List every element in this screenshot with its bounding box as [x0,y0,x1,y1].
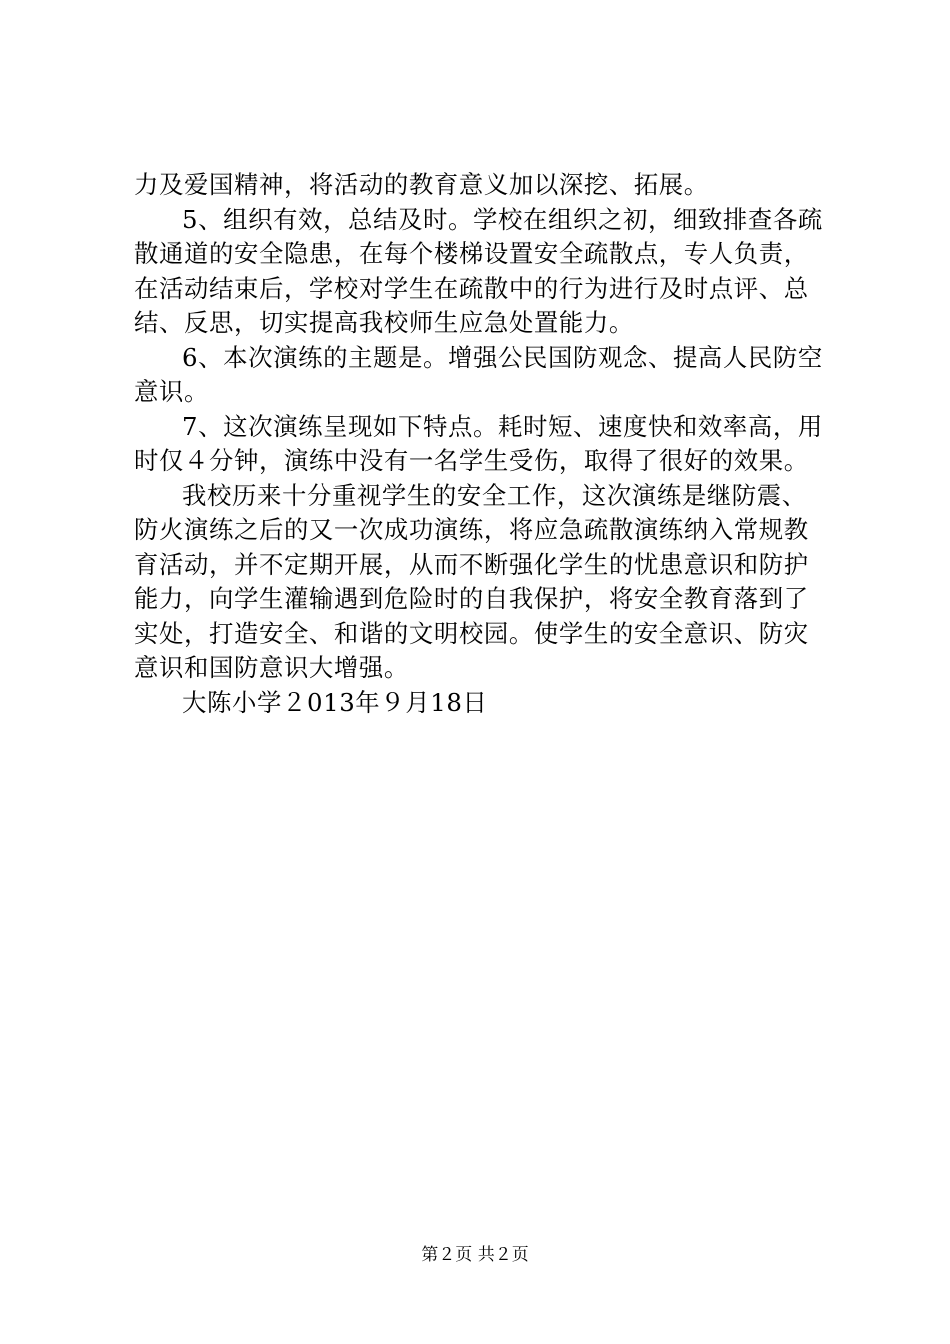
text-line: 在活动结束后，学校对学生在疏散中的行为进行及时点评、总 [134,273,809,303]
text-line: 防火演练之后的又一次成功演练，将应急疏散演练纳入常规教 [134,515,809,544]
summary-paragraph-line-1: 我校历来十分重视学生的安全工作，这次演练是继防震、 [182,480,807,510]
paragraph-5-line-1: 5、组织有效，总结及时。学校在组织之初，细致排查各疏 [182,204,823,234]
page-footer: 第２页 共２页 [421,1245,529,1265]
text-line: 散通道的安全隐患，在每个楼梯设置安全疏散点，专人负责， [134,239,809,268]
text-line: 力及爱国精神，将活动的教育意义加以深挖、拓展。 [134,170,709,199]
text-line: 时仅４分钟，演练中没有一名学生受伤，取得了很好的效果。 [134,446,809,475]
signature-date: 大陈小学２013年９月18日 [182,687,488,717]
text-line: 意识和国防意识大增强。 [134,653,409,682]
text-line: 结、反思，切实提高我校师生应急处置能力。 [134,308,634,337]
text-line: 实处，打造安全、和谐的文明校园。使学生的安全意识、防灾 [134,618,809,648]
document-body [134,168,834,720]
paragraph-7-line-1: 7、这次演练呈现如下特点。耗时短、速度快和效率高，用 [182,411,823,441]
text-line: 育活动，并不定期开展，从而不断强化学生的忧患意识和防护 [134,549,809,579]
text-line: 意识。 [134,377,209,406]
text-line: 能力，向学生灌输遇到危险时的自我保护，将安全教育落到了 [134,584,809,613]
paragraph-6-line-1: 6、本次演练的主题是。增强公民国防观念、提高人民防空 [182,342,823,372]
